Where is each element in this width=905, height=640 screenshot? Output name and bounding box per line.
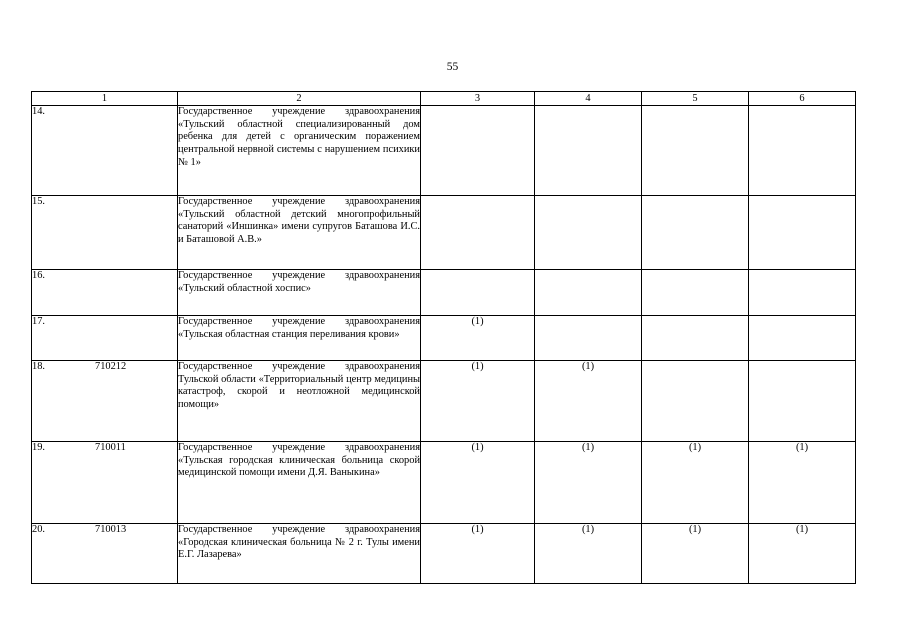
col5-value (642, 196, 749, 270)
col4-value: (1) (535, 442, 642, 524)
col3-value (421, 196, 535, 270)
col6-value (749, 106, 856, 196)
institutions-table (31, 91, 856, 584)
col4-value: (1) (535, 524, 642, 584)
col4-value (535, 196, 642, 270)
table-header-row (32, 92, 856, 106)
row-number: 19. (32, 442, 45, 453)
row-number: 16. (32, 270, 45, 281)
column-header-5: 5 (642, 92, 749, 106)
col5-value: (1) (642, 442, 749, 524)
column-header-1: 1 (32, 92, 178, 106)
col6-value (749, 316, 856, 361)
institution-name: Государственное учреждение здравоохранения «Тульский областной детский многопрофильный санаторий «Иншинка» имени супругов Баташова И.С. и Баташовой А.В.» (178, 196, 421, 270)
row-number: 20. (32, 524, 45, 535)
table-row (32, 361, 856, 442)
col3-value (421, 270, 535, 316)
column-header-2: 2 (178, 92, 421, 106)
col4-value (535, 106, 642, 196)
row-number-cell (32, 442, 178, 524)
row-number: 14. (32, 106, 45, 117)
col5-value (642, 361, 749, 442)
row-code: 710011 (95, 442, 126, 453)
row-number: 15. (32, 196, 45, 207)
col6-value (749, 270, 856, 316)
col5-value (642, 316, 749, 361)
institution-name: Государственное учреждение здравоохранения Тульской области «Территориальный центр медицины катастроф, скорой и неотложной медицинской помощи» (178, 361, 421, 442)
col3-value (421, 106, 535, 196)
row-number: 18. (32, 361, 45, 372)
table-row (32, 524, 856, 584)
col4-value (535, 270, 642, 316)
row-number-cell (32, 106, 178, 196)
table-row (32, 270, 856, 316)
col6-value (749, 361, 856, 442)
table-row (32, 106, 856, 196)
col6-value: (1) (749, 524, 856, 584)
institution-name: Государственное учреждение здравоохранения «Тульская областная станция переливания крови» (178, 316, 421, 361)
institution-name: Государственное учреждение здравоохранения «Городская клиническая больница № 2 г. Тулы имени Е.Г. Лазарева» (178, 524, 421, 584)
institution-name: Государственное учреждение здравоохранения «Тульская городская клиническая больница скорой медицинской помощи имени Д.Я. Ваныкина» (178, 442, 421, 524)
row-number-cell (32, 524, 178, 584)
col6-value (749, 196, 856, 270)
table-row (32, 196, 856, 270)
col5-value: (1) (642, 524, 749, 584)
row-code: 710212 (95, 361, 127, 372)
row-number-cell (32, 196, 178, 270)
institution-name: Государственное учреждение здравоохранения «Тульский областной хоспис» (178, 270, 421, 316)
row-number: 17. (32, 316, 45, 327)
row-number-cell (32, 316, 178, 361)
col5-value (642, 106, 749, 196)
column-header-3: 3 (421, 92, 535, 106)
col3-value: (1) (421, 442, 535, 524)
column-header-6: 6 (749, 92, 856, 106)
page-number: 55 (446, 61, 459, 73)
col3-value: (1) (421, 361, 535, 442)
col4-value (535, 316, 642, 361)
col4-value: (1) (535, 361, 642, 442)
row-number-cell (32, 270, 178, 316)
col5-value (642, 270, 749, 316)
col6-value: (1) (749, 442, 856, 524)
table-row (32, 316, 856, 361)
column-header-4: 4 (535, 92, 642, 106)
row-number-cell (32, 361, 178, 442)
table-row (32, 442, 856, 524)
col3-value: (1) (421, 316, 535, 361)
row-code: 710013 (95, 524, 127, 535)
col3-value: (1) (421, 524, 535, 584)
institution-name: Государственное учреждение здравоохранения «Тульский областной специализированный дом ребенка для детей с органическим поражением центральной нервной системы с нарушением психики № 1» (178, 106, 421, 196)
